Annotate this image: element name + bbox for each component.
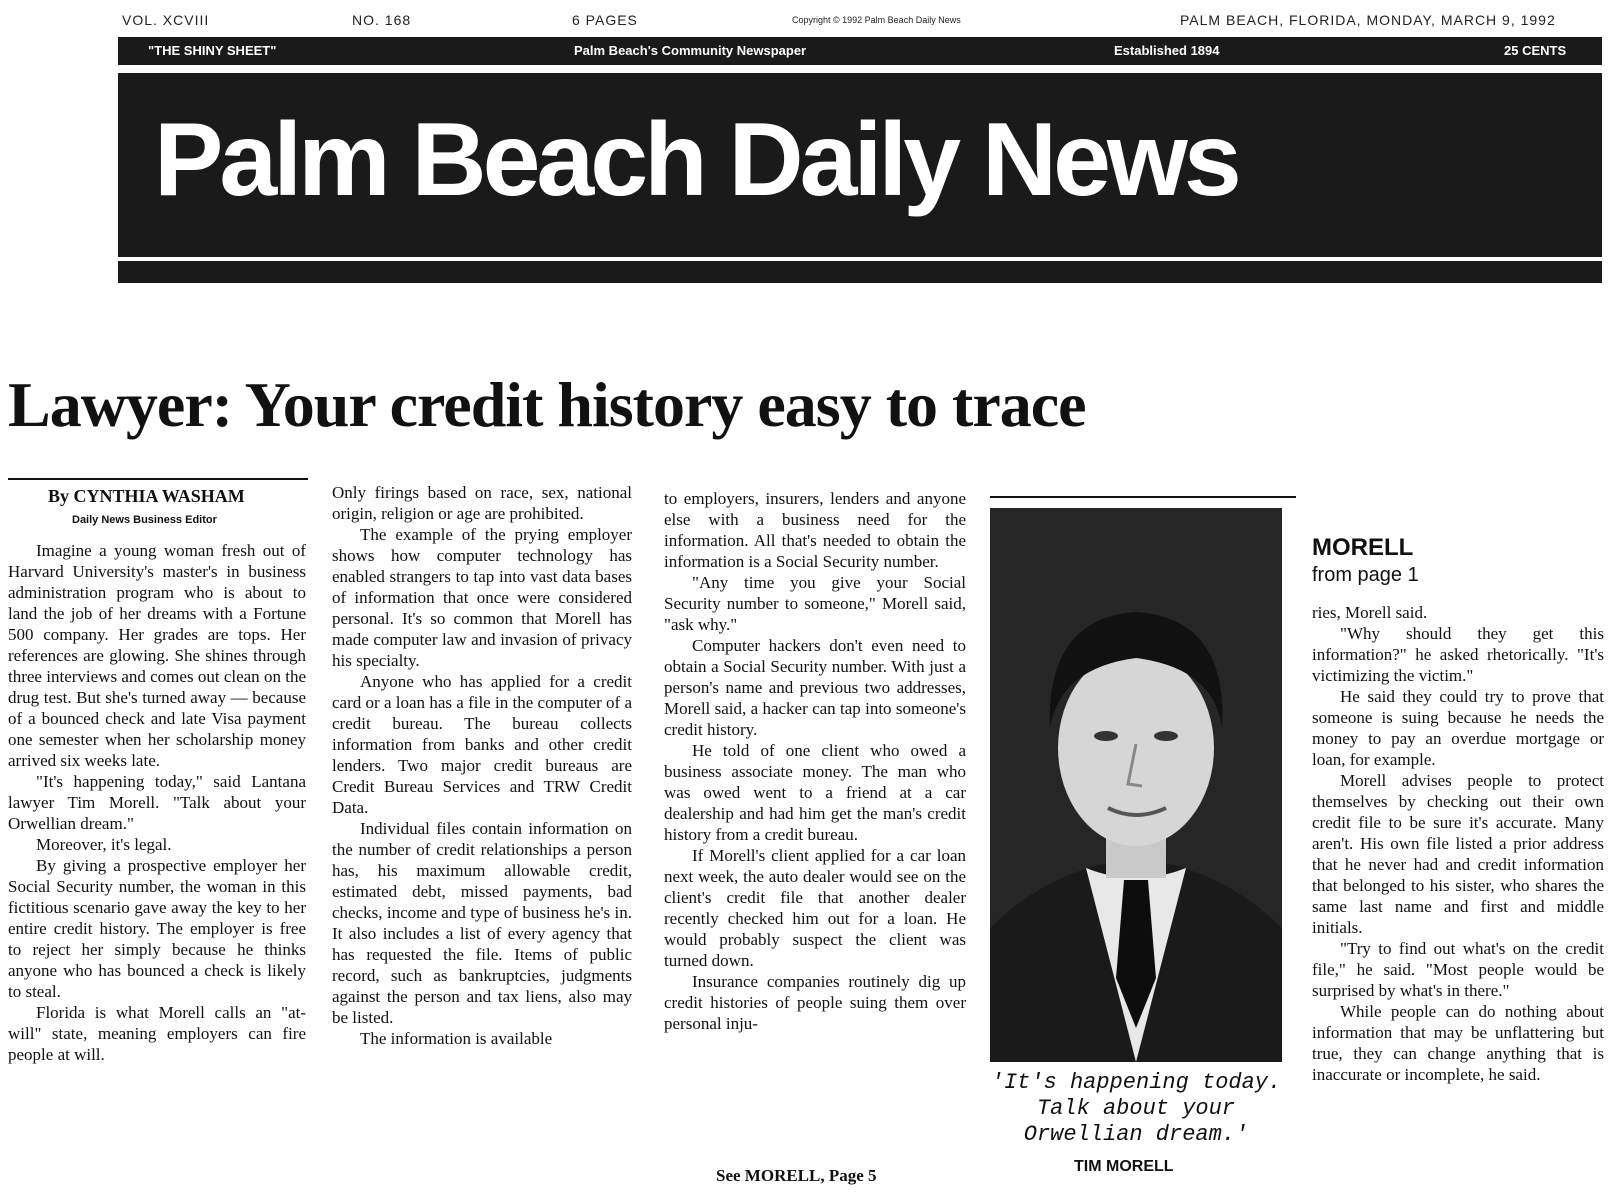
paragraph: While people can do nothing about information that may be unflattering but true, they can change anything that is inaccurate or incomplete, he said. — [1312, 1002, 1604, 1084]
byline-title: Daily News Business Editor — [72, 514, 217, 526]
photo-caption: 'It's happening today. Talk about your Orwellian dream.' — [990, 1070, 1282, 1147]
portrait-photo — [990, 508, 1282, 1062]
paragraph: Individual files contain information on the number of credit relationships a person has, his maximum allowable credit, estimated debt, missed payments, bad checks, income and type of business he's in. It also includes a list of every agency that has requested the file. Items of public record, such as bankruptcies, judgments against the person and tax liens, also may be listed. — [332, 819, 632, 1027]
paragraph: "It's happening today," said Lantana lawyer Tim Morell. "Talk about your Orwellian dream." — [8, 772, 306, 833]
page-count: 6 PAGES — [572, 12, 638, 28]
article-column-2 — [332, 482, 632, 1049]
paragraph: ries, Morell said. — [1312, 603, 1428, 622]
nickname: "THE SHINY SHEET" — [148, 43, 277, 58]
volume-label: VOL. XCVIII — [122, 12, 210, 28]
paragraph: The example of the prying employer shows how computer technology has enabled strangers to tap into vast data bases of information that once were considered personal. It's so common that Morell has made computer law and invasion of privacy his specialty. — [332, 525, 632, 670]
article-column-1 — [8, 540, 306, 1065]
paragraph: "Any time you give your Social Security number to someone," Morell said, "ask why." — [664, 573, 966, 634]
portrait-photo-drawing — [990, 508, 1282, 1062]
column-rule — [8, 478, 308, 480]
paragraph: The information is available — [360, 1029, 553, 1048]
paragraph: Insurance companies routinely dig up credit histories of people suing them over personal inju- — [664, 972, 966, 1033]
article-column-3 — [664, 488, 966, 1034]
price-label: 25 CENTS — [1504, 43, 1567, 58]
masthead-info-bar — [118, 37, 1602, 65]
photo-rule — [990, 496, 1296, 498]
paragraph: Morell advises people to protect themselves by checking out their own credit file to be sure it's accurate. Many aren't. His own file listed a prior address that he never had and credit information that belonged to his sister, who shares the same last name and first and middle initials. — [1312, 771, 1604, 937]
dateline: PALM BEACH, FLORIDA, MONDAY, MARCH 9, 1992 — [1180, 12, 1556, 28]
article-column-5 — [1312, 602, 1604, 1085]
paragraph: Anyone who has applied for a credit card or a loan has a file in the computer of a credit bureau. The bureau collects information from banks and other credit lenders. Two major credit bureaus are Credit Bureau Services and TRW Credit Data. — [332, 672, 632, 817]
masthead-bottom-bar — [118, 261, 1602, 283]
paragraph: He said they could try to prove that someone is suing because he needs the money to pay an overdue mortgage or loan, for example. — [1312, 687, 1604, 769]
newspaper-name: Palm Beach Daily News — [154, 102, 1238, 218]
established-label: Established 1894 — [1114, 43, 1220, 58]
paragraph: "Why should they get this information?" he asked rhetorically. "It's victimizing the victim." — [1312, 624, 1604, 685]
tagline: Palm Beach's Community Newspaper — [574, 43, 807, 58]
byline: By CYNTHIA WASHAM — [48, 486, 245, 506]
paragraph: "Try to find out what's on the credit file," he said. "Most people would be surprised by what's in there." — [1312, 939, 1604, 1000]
paragraph: He told of one client who owed a business associate money. The man who was owed went to a friend at a car dealership and had him get the man's credit history from a credit bureau. — [664, 741, 966, 844]
copyright-notice: Copyright © 1992 Palm Beach Daily News — [792, 15, 961, 25]
photo-caption-name: TIM MORELL — [1074, 1158, 1174, 1175]
paragraph: If Morell's client applied for a car loan next week, the auto dealer would see on the client's credit file that another dealer recently checked him out for a loan. He would probably suspect the client was turned down. — [664, 846, 966, 970]
article-headline: Lawyer: Your credit history easy to trace — [8, 369, 1086, 440]
paragraph: Only firings based on race, sex, national origin, religion or age are prohibited. — [332, 483, 632, 523]
jump-from-label: from page 1 — [1312, 564, 1419, 586]
paragraph: to employers, insurers, lenders and anyone else with a business need for the information. All that's needed to obtain the information is a Social Security number. — [664, 489, 966, 571]
paragraph: Imagine a young woman fresh out of Harvard University's master's in business administration program who is about to land the job of her dreams with a Fortune 500 company. Her grades are tops. Her references are glowing. She shines through three interviews and comes out clean on the drug test. But she's turned away — because of a bounced check and late Visa payment one semester when her scholarship money arrived six weeks late. — [8, 541, 306, 770]
jump-reference: See MORELL, Page 5 — [716, 1166, 877, 1185]
nameplate — [118, 73, 1602, 257]
paragraph: By giving a prospective employer her Social Security number, the woman in this fictitious scenario gave away the key to her entire credit history. The employer is free to reject her simply because he thinks anyone who has bounced a check is likely to steal. — [8, 856, 306, 1001]
jump-headline: MORELL — [1312, 534, 1414, 561]
paragraph: Computer hackers don't even need to obtain a Social Security number. With just a person's name and previous two addresses, Morell said, a hacker can tap into someone's credit history. — [664, 636, 966, 739]
paragraph: Moreover, it's legal. — [36, 835, 172, 854]
issue-number: NO. 168 — [352, 12, 412, 28]
paragraph: Florida is what Morell calls an "at-will" state, meaning employers can fire people at will. — [8, 1003, 306, 1064]
